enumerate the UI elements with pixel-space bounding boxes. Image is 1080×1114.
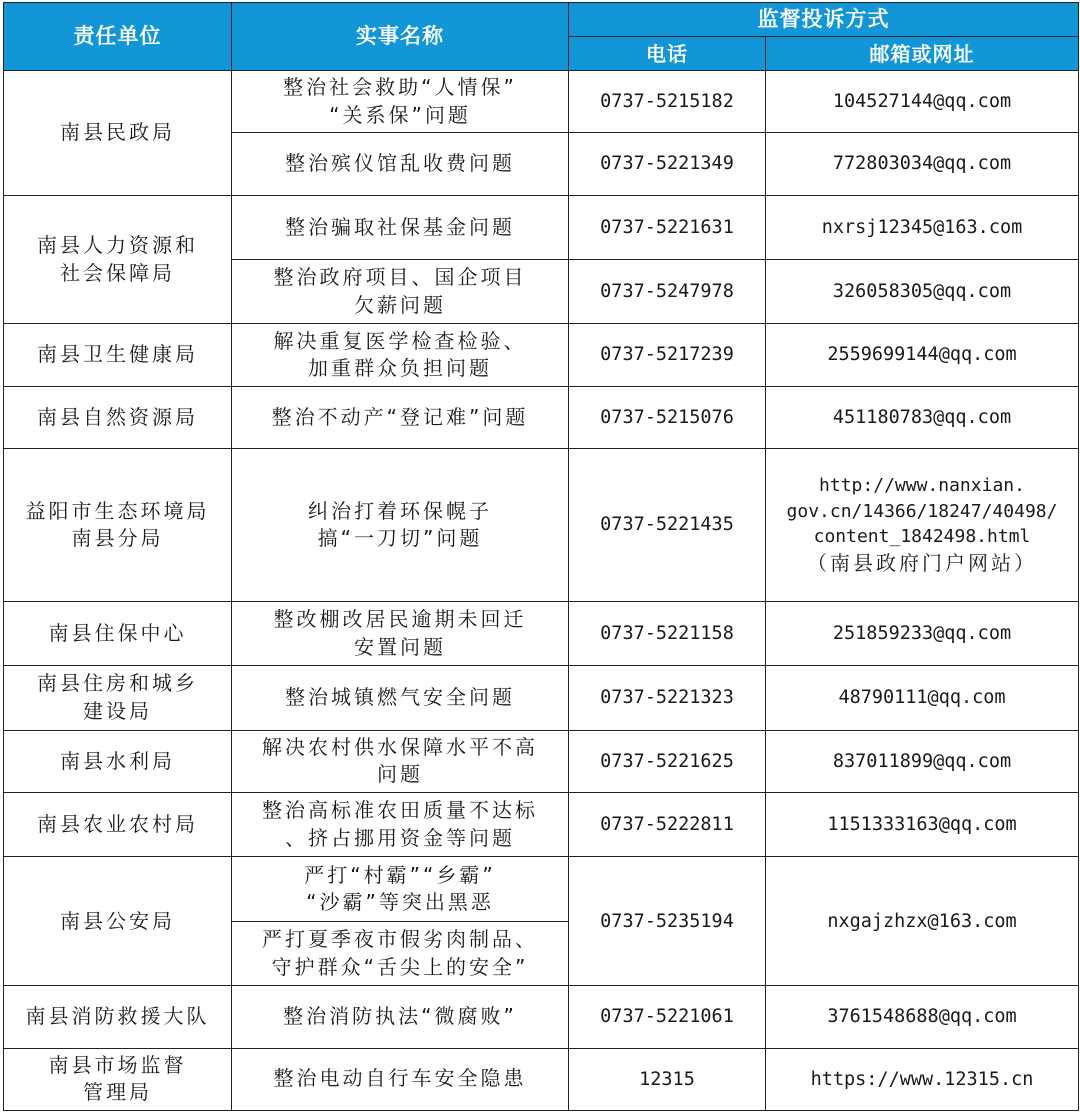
header-phone: 电话 xyxy=(569,37,766,71)
phone-cell: 0737-5221625 xyxy=(569,730,766,792)
unit-line: 南县消防救援大队 xyxy=(25,1004,210,1029)
contact-cell: 837011899@qq.com xyxy=(766,730,1079,792)
item-cell xyxy=(232,195,569,259)
phone-cell: 0737-5235194 xyxy=(569,857,766,986)
item-cell xyxy=(232,386,569,448)
item-line: 整治骗取社保基金问题 xyxy=(285,214,515,239)
table-row xyxy=(4,71,1079,133)
phone-cell: 0737-5221631 xyxy=(569,195,766,259)
item-line: 整改棚改居民逾期未回迁 xyxy=(273,607,527,632)
website-link-line[interactable]: http://www.nanxian. xyxy=(819,475,1025,497)
item-cell xyxy=(232,1048,569,1110)
unit-cell xyxy=(4,195,232,324)
item-line: 整治消防执法“微腐败” xyxy=(283,1004,517,1029)
item-line: 加重群众负担问题 xyxy=(308,356,492,381)
unit-line: 南县人力资源和 xyxy=(37,232,198,257)
table-row xyxy=(4,449,1079,602)
item-line: 严打“村霸”“乡霸” xyxy=(304,862,496,887)
item-line: 纠治打着环保幌子 xyxy=(308,498,492,523)
phone-cell: 12315 xyxy=(569,1048,766,1110)
item-cell xyxy=(232,857,569,921)
header-item: 实事名称 xyxy=(232,3,569,71)
phone-cell: 0737-5221323 xyxy=(569,666,766,730)
unit-line: 建设局 xyxy=(83,699,152,724)
table-row xyxy=(4,793,1079,857)
table-row xyxy=(4,986,1079,1048)
item-line: 严打夏季夜市假劣肉制品、 xyxy=(262,926,538,951)
item-line: 整治殡仪馆乱收费问题 xyxy=(285,151,515,176)
item-line: 问题 xyxy=(377,762,423,787)
item-cell xyxy=(232,71,569,133)
complaint-table xyxy=(3,2,1079,1111)
table-row xyxy=(4,730,1079,792)
contact-cell: 451180783@qq.com xyxy=(766,386,1079,448)
unit-cell xyxy=(4,986,232,1048)
unit-line: 管理局 xyxy=(83,1080,152,1105)
phone-cell: 0737-5215076 xyxy=(569,386,766,448)
contact-cell: 1151333163@qq.com xyxy=(766,793,1079,857)
contact-cell: 251859233@qq.com xyxy=(766,602,1079,666)
unit-cell xyxy=(4,730,232,792)
item-line: 、挤占挪用资金等问题 xyxy=(285,825,515,850)
item-line: 整治社会救助“人情保” xyxy=(283,75,517,100)
unit-cell xyxy=(4,71,232,196)
item-cell xyxy=(232,449,569,602)
item-line: 整治高标准农田质量不达标 xyxy=(262,798,538,823)
item-line: 欠薪问题 xyxy=(354,292,446,317)
unit-line: 南县分局 xyxy=(71,526,164,551)
unit-cell xyxy=(4,857,232,986)
table-row xyxy=(4,857,1079,921)
unit-cell xyxy=(4,793,232,857)
item-cell xyxy=(232,324,569,386)
contact-cell: 48790111@qq.com xyxy=(766,666,1079,730)
unit-cell xyxy=(4,602,232,666)
header-method: 监督投诉方式 xyxy=(569,3,1079,37)
contact-cell: 3761548688@qq.com xyxy=(766,986,1079,1048)
unit-line: 社会保障局 xyxy=(60,260,175,285)
unit-line: 南县卫生健康局 xyxy=(37,342,198,367)
item-line: 守护群众“舌尖上的安全” xyxy=(271,954,529,979)
table-row xyxy=(4,602,1079,666)
item-line: “沙霸”等突出黑恶 xyxy=(306,890,494,915)
website-note: （南县政府门户网站） xyxy=(807,550,1037,575)
table-row xyxy=(4,324,1079,386)
unit-line: 南县水利局 xyxy=(60,748,175,773)
phone-cell: 0737-5221349 xyxy=(569,133,766,195)
item-cell xyxy=(232,730,569,792)
unit-line: 南县自然资源局 xyxy=(37,404,198,429)
contact-cell: nxrsj12345@163.com xyxy=(766,195,1079,259)
contact-cell: 104527144@qq.com xyxy=(766,71,1079,133)
phone-cell: 0737-5221435 xyxy=(569,449,766,602)
website-link-line[interactable]: content_1842498.html xyxy=(813,525,1031,547)
phone-cell: 0737-5215182 xyxy=(569,71,766,133)
unit-line: 南县住保中心 xyxy=(48,620,187,645)
item-cell xyxy=(232,602,569,666)
phone-cell: 0737-5247978 xyxy=(569,260,766,324)
item-cell xyxy=(232,921,569,985)
phone-cell: 0737-5221061 xyxy=(569,986,766,1048)
unit-cell xyxy=(4,1048,232,1110)
item-cell xyxy=(232,260,569,324)
contact-cell: 326058305@qq.com xyxy=(766,260,1079,324)
item-cell xyxy=(232,133,569,195)
table-row xyxy=(4,195,1079,259)
item-line: 整治城镇燃气安全问题 xyxy=(285,685,515,710)
item-line: 整治政府项目、国企项目 xyxy=(273,265,527,290)
item-line: 安置问题 xyxy=(354,634,446,659)
item-line: 整治不动产“登记难”问题 xyxy=(271,404,529,429)
unit-line: 南县民政局 xyxy=(60,120,175,145)
contact-cell: 2559699144@qq.com xyxy=(766,324,1079,386)
item-cell xyxy=(232,793,569,857)
item-line: 解决农村供水保障水平不高 xyxy=(262,734,538,759)
header-unit: 责任单位 xyxy=(4,3,232,71)
contact-cell xyxy=(766,449,1079,602)
item-cell xyxy=(232,986,569,1048)
unit-cell xyxy=(4,386,232,448)
item-line: 解决重复医学检查检验、 xyxy=(273,328,527,353)
unit-line: 南县农业农村局 xyxy=(37,811,198,836)
website-link-line[interactable]: gov.cn/14366/18247/40498/ xyxy=(786,500,1058,522)
item-line: 整治电动自行车安全隐患 xyxy=(273,1066,527,1091)
unit-line: 南县住房和城乡 xyxy=(37,671,198,696)
item-cell xyxy=(232,666,569,730)
header-email: 邮箱或网址 xyxy=(766,37,1079,71)
unit-line: 南县市场监督 xyxy=(48,1052,187,1077)
table-row xyxy=(4,666,1079,730)
unit-line: 南县公安局 xyxy=(60,908,175,933)
item-line: “关系保”问题 xyxy=(329,102,471,127)
item-line: 搞“一刀切”问题 xyxy=(317,526,483,551)
unit-cell xyxy=(4,449,232,602)
phone-cell: 0737-5217239 xyxy=(569,324,766,386)
website-link[interactable]: https://www.12315.cn xyxy=(766,1048,1079,1110)
table-row xyxy=(4,1048,1079,1110)
phone-cell: 0737-5221158 xyxy=(569,602,766,666)
contact-cell: nxgajzhzx@163.com xyxy=(766,857,1079,986)
table-row xyxy=(4,386,1079,448)
unit-cell xyxy=(4,324,232,386)
phone-cell: 0737-5222811 xyxy=(569,793,766,857)
contact-cell: 772803034@qq.com xyxy=(766,133,1079,195)
unit-line: 益阳市生态环境局 xyxy=(25,498,210,523)
unit-cell xyxy=(4,666,232,730)
